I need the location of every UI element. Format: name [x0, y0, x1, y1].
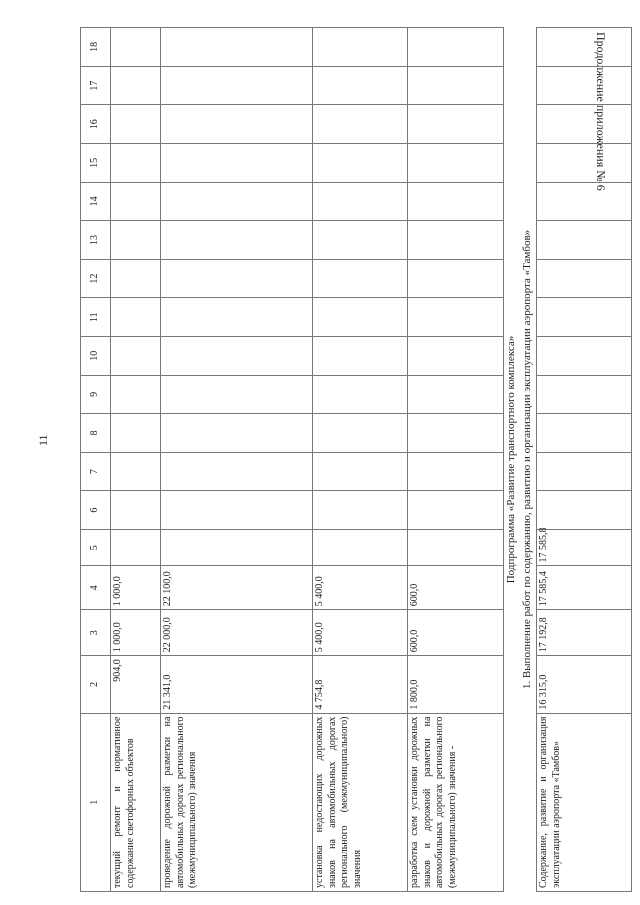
value-cell: 1 000,0	[111, 566, 161, 610]
column-header: 17	[81, 66, 111, 105]
appendix-table-sheet	[80, 27, 562, 892]
row-name: Содержание, развитие и организация эксплуатации аэропорта «Тамбов»	[537, 713, 632, 891]
column-header: 13	[81, 221, 111, 260]
column-header: 5	[81, 529, 111, 566]
value-cell: 22 000,0	[161, 610, 313, 656]
table-row	[537, 28, 632, 892]
value-cell: 1 000,0	[111, 610, 161, 656]
value-cell: 600,0	[408, 566, 504, 610]
value-cell: 4 754,8	[313, 656, 408, 713]
value-cell	[111, 529, 161, 566]
column-header: 1	[81, 713, 111, 891]
column-header: 14	[81, 182, 111, 221]
column-header: 9	[81, 375, 111, 414]
subprogram-row	[504, 28, 521, 892]
table-row	[313, 28, 408, 892]
value-cell: 5 400,0	[313, 610, 408, 656]
value-cell: 5 400,0	[313, 566, 408, 610]
continuation-label: Продолжение приложения № 6	[594, 32, 608, 191]
value-cell: 904,0	[111, 656, 161, 713]
row-name: разработка схем установки дорожных знаков и дорожной разметки на автомобильных дорогах регионального (межмуниципального) значения -	[408, 713, 504, 891]
section-row	[520, 28, 537, 892]
appendix-table	[80, 27, 632, 892]
value-cell	[313, 529, 408, 566]
table-row	[408, 28, 504, 892]
row-name: проведение дорожной разметки на автомобильных дорогах регионального (межмуниципального) значения	[161, 713, 313, 891]
column-header: 16	[81, 105, 111, 144]
row-name: текущий ремонт и нормативное содержание светофорных объектов	[111, 713, 161, 891]
header-row	[81, 28, 111, 892]
column-header: 6	[81, 491, 111, 530]
column-header: 8	[81, 414, 111, 453]
column-header: 12	[81, 259, 111, 298]
value-cell: 600,0	[408, 610, 504, 656]
value-cell: 17 192,8	[537, 610, 632, 656]
column-header: 2	[81, 656, 111, 713]
value-cell	[161, 529, 313, 566]
page-number: 11	[36, 434, 50, 446]
value-cell: 1 800,0	[408, 656, 504, 713]
column-header: 4	[81, 566, 111, 610]
subprogram-title: Подпрограмма «Развитие транспортного комплекса»	[504, 28, 521, 892]
row-name: установка недостающих дорожных знаков на автомобильных дорогах регионального (межмуниципального) значения	[313, 713, 408, 891]
value-cell: 16 315,0	[537, 656, 632, 713]
column-header: 11	[81, 298, 111, 337]
table-row	[111, 28, 161, 892]
table-row	[161, 28, 313, 892]
column-header: 10	[81, 336, 111, 375]
value-cell: 17 585,8	[537, 529, 632, 566]
value-cell	[408, 529, 504, 566]
value-cell: 17 585,4	[537, 566, 632, 610]
column-header: 18	[81, 28, 111, 67]
value-cell: 22 100,0	[161, 566, 313, 610]
column-header: 3	[81, 610, 111, 656]
section-title: 1. Выполнение работ по содержанию, развитию и организации эксплуатации аэропорта «Тамбов»	[520, 28, 537, 892]
column-header: 7	[81, 452, 111, 491]
column-header: 15	[81, 144, 111, 183]
value-cell: 21 341,0	[161, 656, 313, 713]
